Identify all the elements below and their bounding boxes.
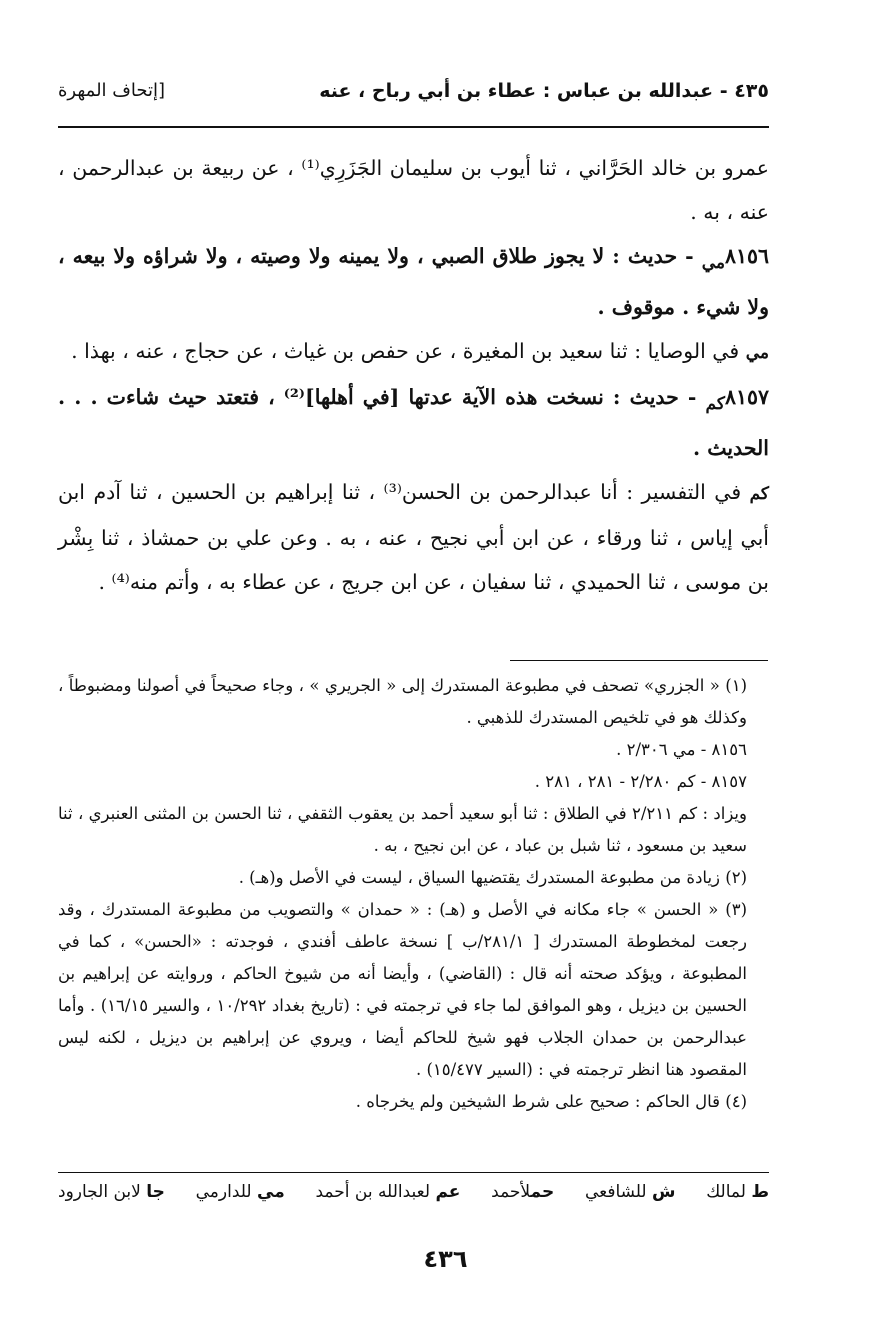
page-number: ٤٣٦ xyxy=(423,1245,468,1273)
abbreviation-item: ط لمالك xyxy=(706,1182,769,1202)
source-8157 xyxy=(58,470,769,604)
source-text: في التفسير : أنا عبدالرحمن بن الحسن⁽³⁾ ، ثنا إبراهيم بن الحسين ، ثنا آدم ابن أبي إياس ، ثنا ورقاء ، عن ابن أبي نجيح ، عنه ، به . وعن علي بن حمشاذ ، ثنا بِشْر بن موسى ، ثنا الحميدي ، ثنا سفيان ، عن ابن جريج ، عن عطاء به ، وأتم منه⁽⁴⁾ . xyxy=(58,480,769,595)
footnotes xyxy=(58,670,769,1118)
abbreviation-item: عم لعبدالله بن أحمد xyxy=(315,1182,461,1202)
footnote-2: (٢) زيادة من مطبوعة المستدرك يقتضيها السياق ، ليست في الأصل و(هـ) . xyxy=(238,868,747,887)
note-8156: ٨١٥٦ - مي ٢/٣٠٦ . xyxy=(616,740,747,759)
source-8156 xyxy=(58,329,769,375)
source-code: مي xyxy=(745,343,769,364)
hadith-8157 xyxy=(58,375,769,470)
abbreviation-item: حملأحمد xyxy=(491,1182,555,1202)
main-text xyxy=(58,146,769,604)
note-additional: ويزاد : كم ٢/٢١١ في الطلاق : ثنا أبو سعيد أحمد بن يعقوب الثقفي ، ثنا الحسن بن المثنى العنبري ، ثنا سعيد بن مسعود ، ثنا شبل بن عباد ، عن ابن نجيح ، به . xyxy=(58,804,747,855)
hadith-number: ٨١٥٧ xyxy=(724,385,770,410)
abbreviation-item: ش للشافعي xyxy=(584,1182,676,1202)
abbreviations-rule xyxy=(58,1172,769,1173)
hadith-8156 xyxy=(58,234,769,329)
abbreviation-item: جا لابن الجارود xyxy=(58,1182,165,1202)
footnote-3: (٣) « الحسن » جاء مكانه في الأصل و (هـ) : « حمدان » والتصويب من مطبوعة المستدرك ، وقد رجعت لمخطوطة المستدرك [ ٢٨١/١/ب ] نسخة عاطف أفندي ، فوجدته : «الحسن» ، كما في المطبوعة ، ويؤكد صحته أنه قال : (القاضي) ، وأيضا أنه من شيوخ الحاكم ، وروايته عن إبراهيم بن الحسين بن ديزيل ، وهو الموافق لما جاء في ترجمته في : (تاريخ بغداد ١٠/٢٩٢ ، والسير ١٦/١٥) . وأما عبدالرحمن بن حمدان الجلاب فهو شيخ للحاكم أيضا ، ويروي عن إبراهيم بن ديزيل ، لكنه ليس المقصود هنا انظر ترجمته في : (السير ١٥/٤٧٧) . xyxy=(58,900,747,1079)
hadith-text: - حديث : نسخت هذه الآية عدتها [في أهلها]⁽²⁾ ، فتعتد حيث شاءت . . . الحديث . xyxy=(58,385,769,461)
note-8157: ٨١٥٧ - كم ٢/٢٨٠ - ٢٨١ ، ٢٨١ . xyxy=(534,772,747,791)
source-code: كم xyxy=(705,394,725,415)
footnote-4: (٤) قال الحاكم : صحيح على شرط الشيخين ولم يخرجاه . xyxy=(355,1092,747,1111)
header-rule xyxy=(58,126,769,128)
abbreviation-item: مي للدارمي xyxy=(195,1182,285,1202)
footnote-rule xyxy=(510,660,768,661)
book-title: [إتحاف المهرة xyxy=(58,80,166,101)
paragraph: عمرو بن خالد الحَرَّاني ، ثنا أيوب بن سليمان الجَزَرِي⁽¹⁾ ، عن ربيعة بن عبدالرحمن ، عنه ، به . xyxy=(58,156,769,224)
abbreviations-key xyxy=(58,1182,769,1202)
running-header xyxy=(58,80,769,114)
header-title: ٤٣٥ - عبدالله بن عباس : عطاء بن أبي رباح ، عنه xyxy=(319,80,769,102)
hadith-text: - حديث : لا يجوز طلاق الصبي ، ولا يمينه ولا وصيته ، ولا شراؤه ولا بيعه ، ولا شيء . موقوف . xyxy=(58,244,769,320)
footnote-1: (١) « الجزري» تصحف في مطبوعة المستدرك إلى « الجريري » ، وجاء صحيحاً في أصولنا ومضبوطاً ، وكذلك هو في تلخيص المستدرك للذهبي . xyxy=(58,676,747,727)
source-code: كم xyxy=(749,484,769,505)
hadith-number: ٨١٥٦ xyxy=(724,244,770,268)
source-code: مي xyxy=(701,253,725,274)
source-text: في الوصايا : ثنا سعيد بن المغيرة ، عن حفص بن غياث ، عن حجاج ، عنه ، بهذا . xyxy=(71,339,740,364)
